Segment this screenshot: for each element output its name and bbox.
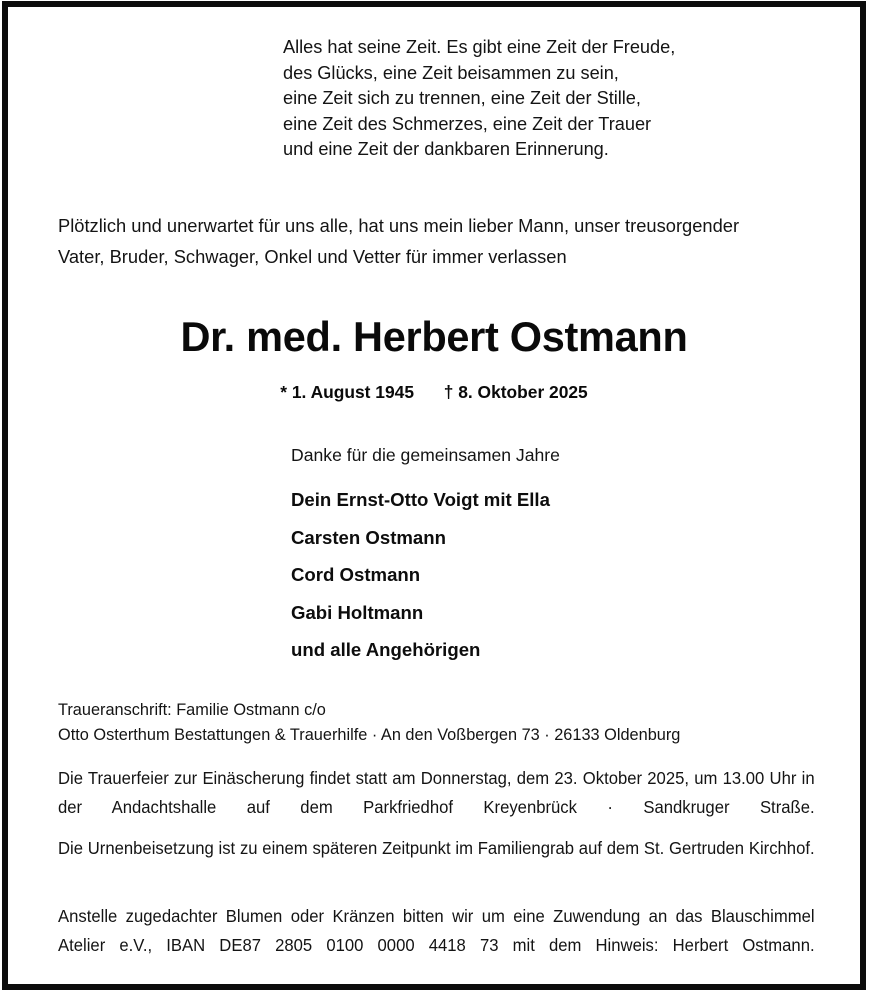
poem-line-2: des Glücks, eine Zeit beisammen zu sein, — [283, 62, 619, 83]
thanks-line: Danke für die gemeinsamen Jahre — [291, 445, 560, 465]
mourner-name-3: Cord Ostmann — [291, 564, 421, 586]
address-line-1: Traueranschrift: Familie Ostmann c/o — [58, 700, 326, 719]
mourner-names — [291, 481, 550, 669]
deceased-name: Dr. med. Herbert Ostmann — [180, 313, 688, 360]
mourner-name-4: Gabi Holtmann — [291, 601, 424, 623]
ceremony-paragraph: Die Trauerfeier zur Einäscherung findet statt am Donnerstag, dem 23. Oktober 2025, um 13.00 Uhr in der Andachtshalle auf dem Parkfriedhof Kreyenbrück · Sandkruger Straße. — [58, 769, 815, 817]
mourner-name-2: Carsten Ostmann — [291, 526, 446, 548]
mourning-address — [58, 698, 807, 747]
poem-line-1: Alles hat seine Zeit. Es gibt eine Zeit der Freude, — [283, 37, 676, 57]
poem-line-5: und eine Zeit der dankbaren Erinnerung. — [283, 139, 609, 160]
donation-paragraph: Anstelle zugedachter Blumen oder Kränzen bitten wir um eine Zuwendung an das Blauschimmel Atelier e.V., IBAN DE87 2805 0100 0000 4418 73 mit dem Hinweis: Herbert Ostmann. — [58, 907, 815, 955]
birth-symbol-icon: * — [280, 382, 288, 402]
intro-line-1: Plötzlich und unerwartet für uns alle, hat uns mein lieber Mann, unser treusorgender — [58, 215, 740, 236]
urn-burial-paragraph: Die Urnenbeisetzung ist zu einem späteren Zeitpunkt im Familiengrab auf dem St. Gertruden Kirchhof. — [58, 839, 815, 858]
address-line-2: Otto Osterthum Bestattungen & Trauerhilfe · An den Voßbergen 73 · 26133 Oldenburg — [58, 724, 681, 744]
mourner-name-1: Dein Ernst-Otto Voigt mit Ella — [291, 489, 550, 510]
announcement-intro — [58, 210, 821, 272]
memorial-poem — [283, 35, 753, 163]
notice-inner — [8, 7, 860, 984]
death-notice-card — [2, 1, 866, 990]
death-date: 8. Oktober 2025 — [458, 382, 588, 402]
poem-line-3: eine Zeit sich zu trennen, eine Zeit der Stille, — [283, 88, 641, 109]
poem-line-4: eine Zeit des Schmerzes, eine Zeit der Trauer — [283, 113, 652, 134]
death-cross-icon: † — [443, 382, 454, 402]
intro-line-2: Vater, Bruder, Schwager, Onkel und Vetter für immer verlassen — [58, 246, 567, 267]
mourner-name-5: und alle Angehörigen — [291, 639, 481, 661]
life-dates — [8, 381, 860, 404]
birth-date: 1. August 1945 — [291, 382, 414, 402]
